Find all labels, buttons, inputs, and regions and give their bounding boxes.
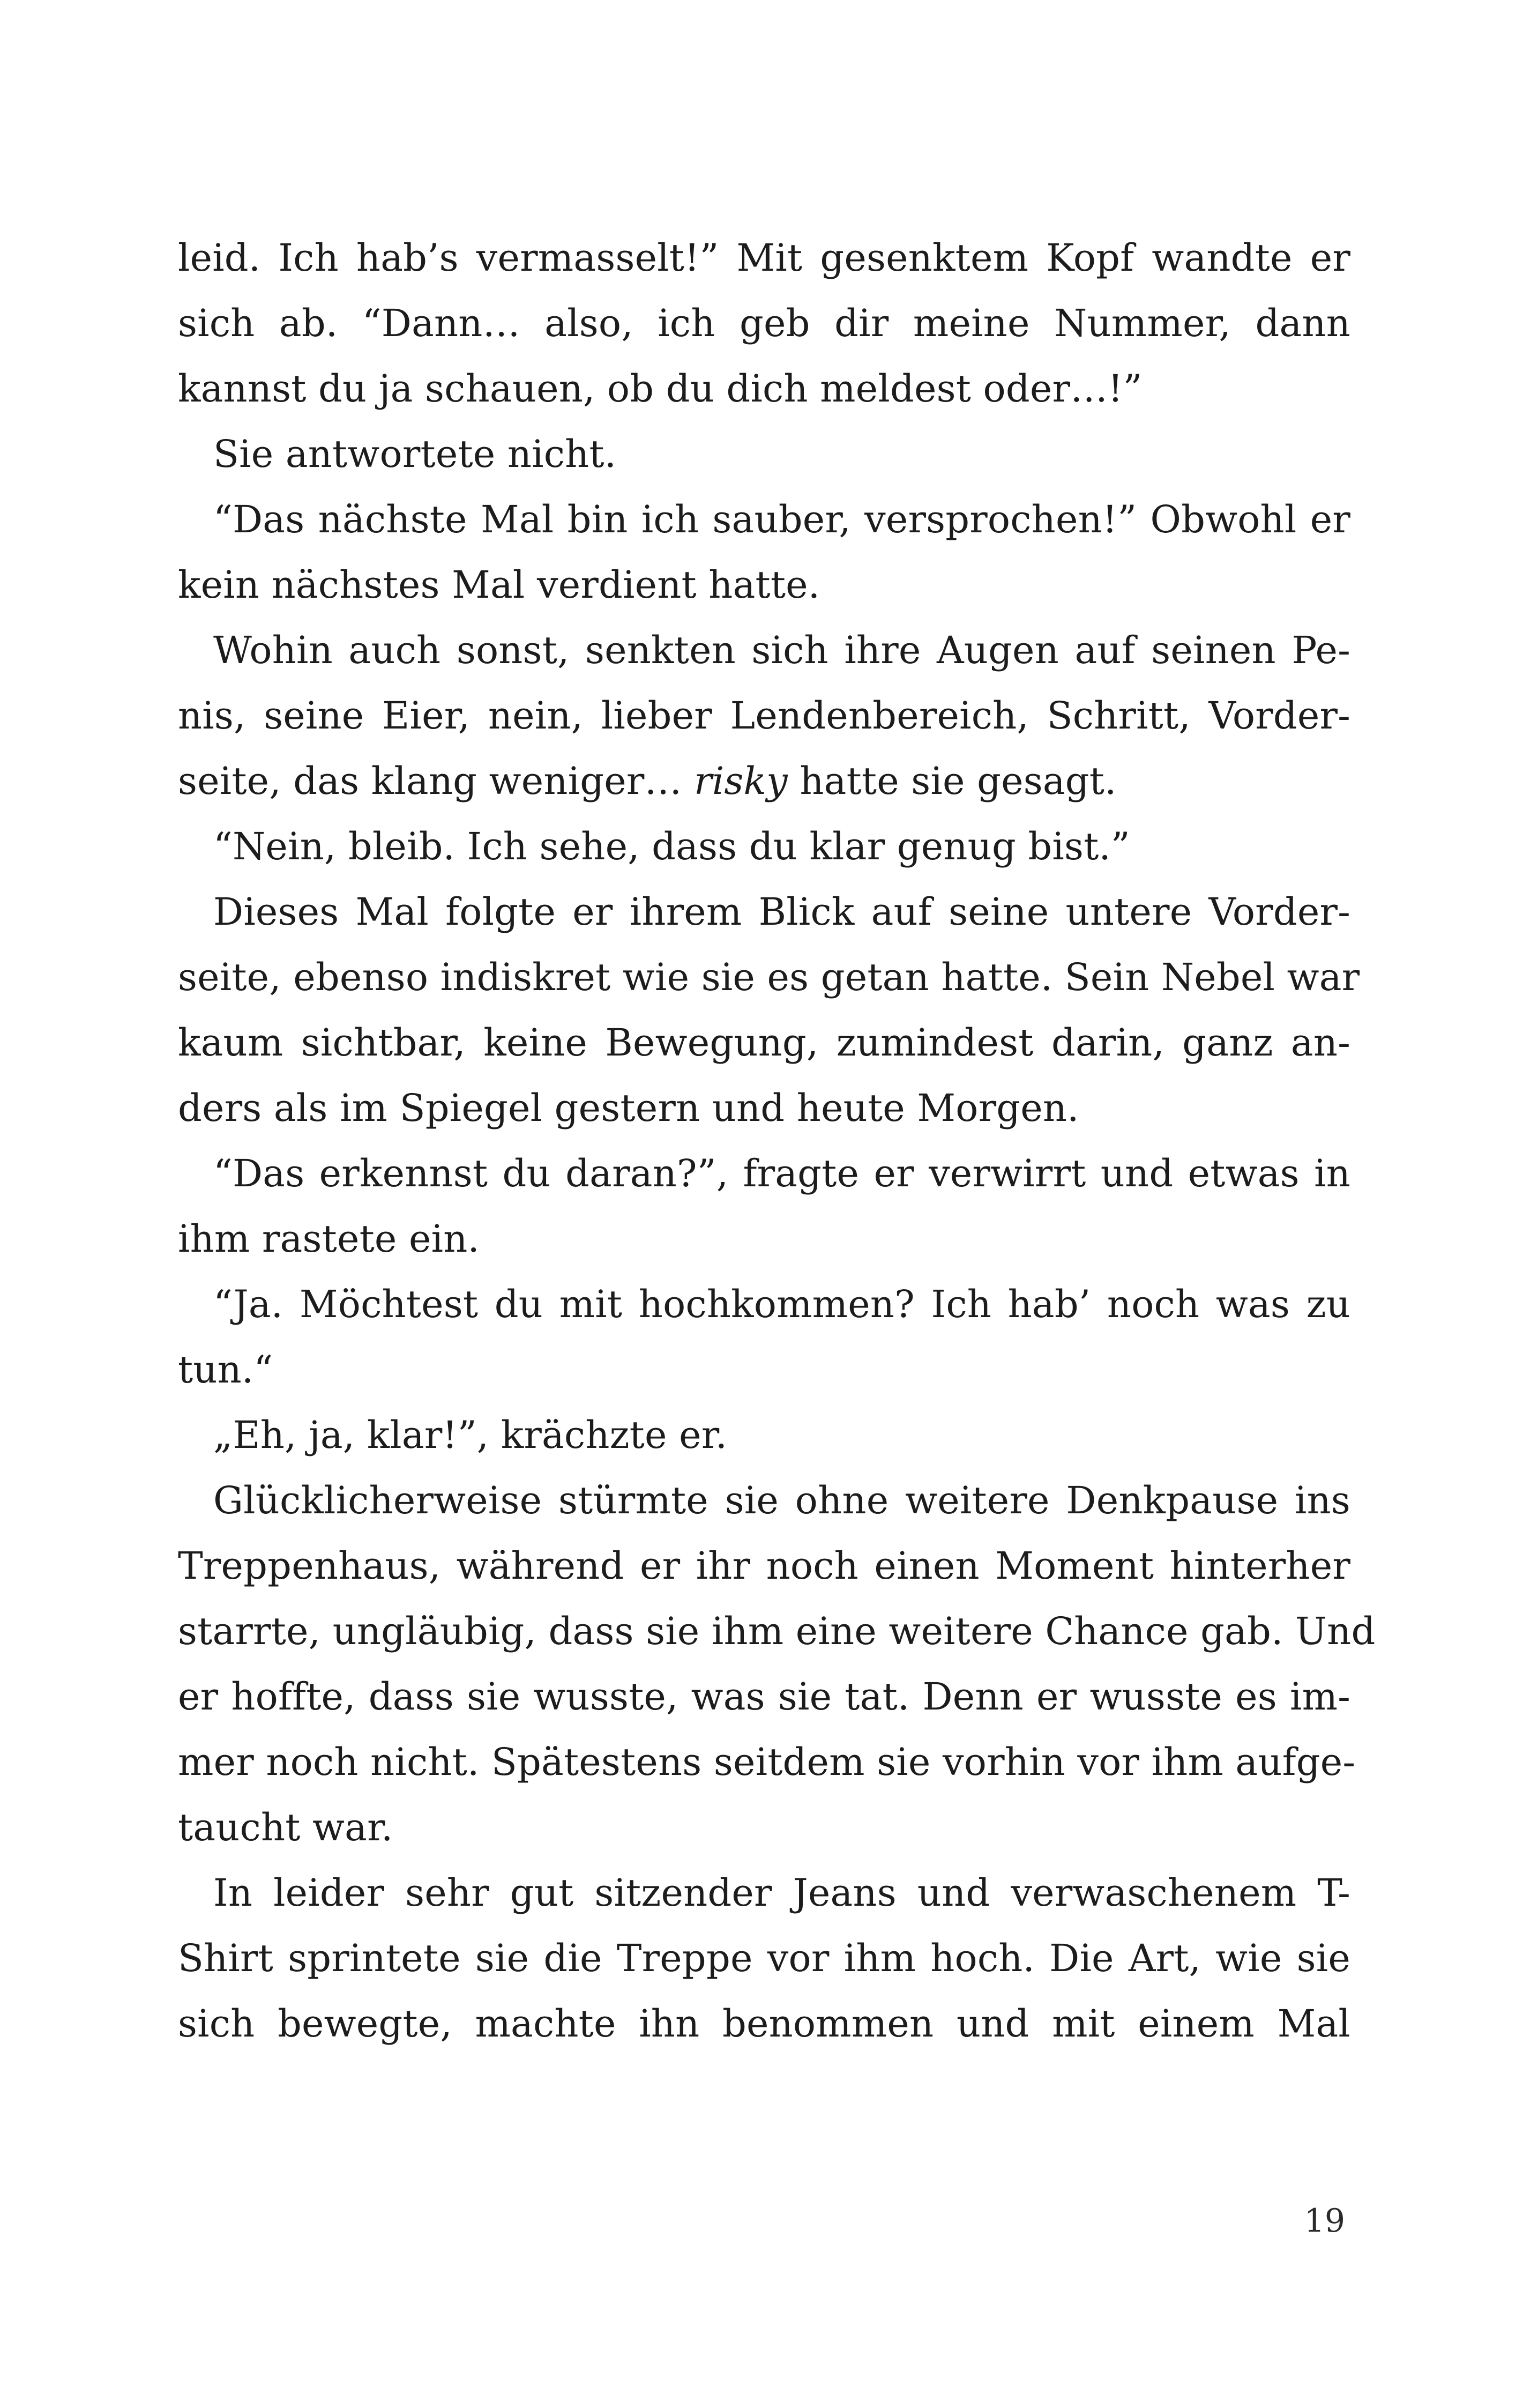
text-line: “Nein, bleib. Ich sehe, dass du klar genug bist.” — [213, 824, 1130, 868]
text-line: “Das nächste Mal bin ich sauber, versprochen!” Obwohl er — [213, 497, 1350, 541]
text-line: Wohin auch sonst, senkten sich ihre Augen auf seinen Pe- — [213, 628, 1350, 672]
text-line: Sie antwortete nicht. — [213, 432, 617, 476]
text-line: “Ja. Möchtest du mit hochkommen? Ich hab’ noch was zu — [213, 1282, 1350, 1326]
text-line: ihm rastete ein. — [178, 1217, 480, 1261]
text-line: tun.“ — [178, 1348, 273, 1392]
text-line: kannst du ja schauen, ob du dich meldest oder…!” — [178, 367, 1143, 411]
italic-word: risky — [694, 759, 788, 803]
text-line: Treppenhaus, während er ihr noch einen Moment hinterher — [178, 1544, 1350, 1588]
text-line: kein nächstes Mal verdient hatte. — [178, 563, 820, 607]
body-text — [178, 225, 1376, 2056]
text-line: ders als im Spiegel gestern und heute Morgen. — [178, 1086, 1079, 1130]
text-line: starrte, ungläubig, dass sie ihm eine weitere Chance gab. Und — [178, 1609, 1376, 1653]
text-segment: hatte sie gesagt. — [787, 759, 1117, 803]
text-line: “Das erkennst du daran?”, fragte er verwirrt und etwas in — [213, 1151, 1350, 1195]
text-line: mer noch nicht. Spätestens seitdem sie vorhin vor ihm aufge- — [178, 1740, 1356, 1784]
text-line — [178, 748, 1350, 814]
text-segment: seite, das klang weniger… — [178, 759, 695, 803]
text-line: taucht war. — [178, 1805, 393, 1849]
text-line: seite, ebenso indiskret wie sie es getan hatte. Sein Nebel war — [178, 955, 1360, 999]
text-line: leid. Ich hab’s vermasselt!” Mit gesenktem Kopf wandte er — [178, 236, 1350, 280]
text-line: In leider sehr gut sitzender Jeans und verwaschenem T- — [213, 1871, 1350, 1915]
text-line: Shirt sprintete sie die Treppe vor ihm hoch. Die Art, wie sie — [178, 1936, 1350, 1980]
text-line: kaum sichtbar, keine Bewegung, zumindest darin, ganz an- — [178, 1021, 1350, 1065]
text-line: er hoffte, dass sie wusste, was sie tat. Denn er wusste es im- — [178, 1675, 1350, 1719]
text-line: sich ab. “Dann… also, ich geb dir meine Nummer, dann — [178, 301, 1350, 345]
text-line: sich bewegte, machte ihn benommen und mit einem Mal — [178, 2002, 1350, 2046]
text-line: Dieses Mal folgte er ihrem Blick auf seine untere Vorder- — [213, 890, 1350, 934]
page-number: 19 — [1304, 2202, 1345, 2240]
text-line: „Eh, ja, klar!”, krächzte er. — [213, 1413, 728, 1457]
text-line: nis, seine Eier, nein, lieber Lendenbereich, Schritt, Vorder- — [178, 694, 1350, 738]
text-line: Glücklicherweise stürmte sie ohne weitere Denkpause ins — [213, 1478, 1350, 1522]
